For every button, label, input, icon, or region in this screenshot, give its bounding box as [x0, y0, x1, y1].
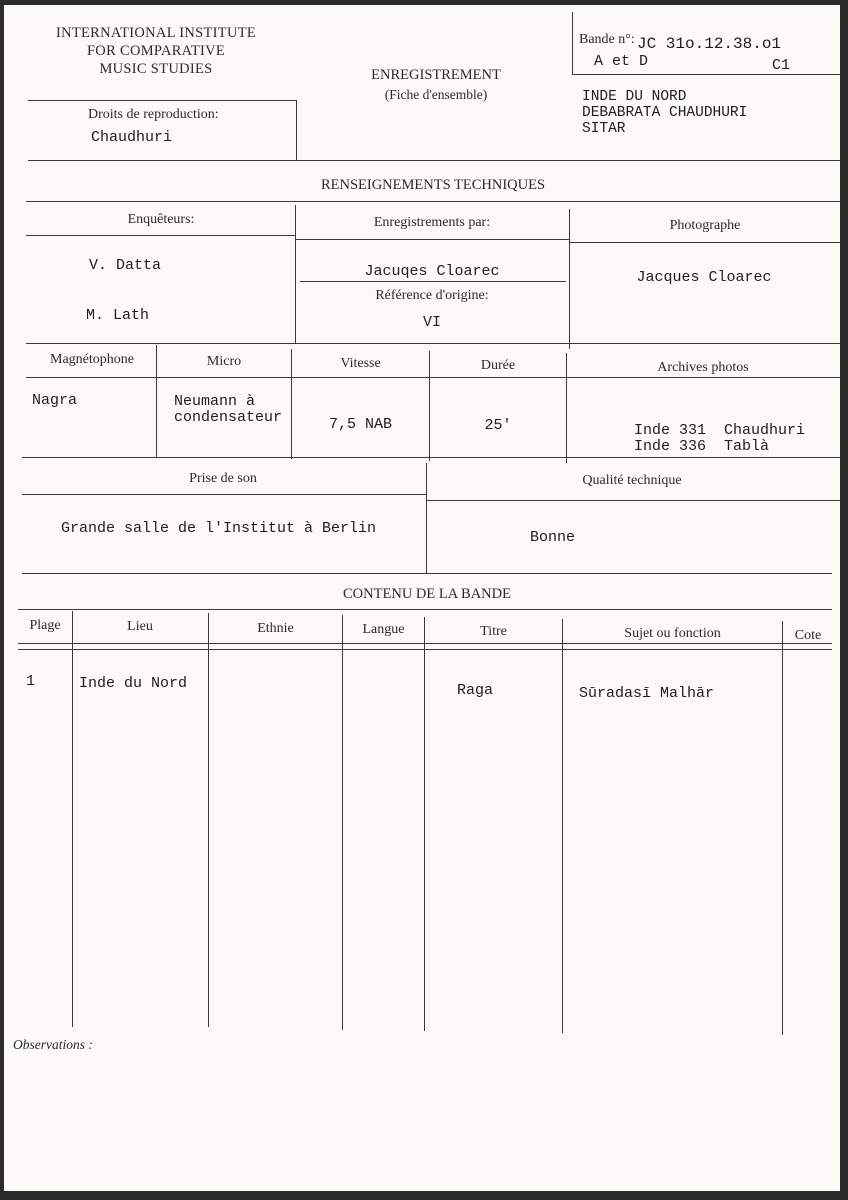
micro-value — [174, 394, 282, 426]
archive-name-1: Chaudhuri — [724, 422, 806, 439]
row-plage: 1 — [26, 673, 36, 690]
vitesse-value: 7,5 NAB — [328, 416, 392, 433]
archive-ref-2: Inde 336 — [634, 438, 707, 455]
qualite-value: Bonne — [530, 529, 576, 546]
magnetophone-value: Nagra — [32, 392, 78, 409]
reference-label: Référence d'origine: — [375, 288, 489, 303]
micro-value-line-1: Neumann à — [174, 393, 256, 410]
qualite-label: Qualité technique — [582, 473, 682, 488]
row-lieu: Inde du Nord — [79, 675, 188, 692]
institute-line-3: MUSIC STUDIES — [99, 61, 213, 77]
archives-label: Archives photos — [657, 360, 749, 375]
archive-ref-1: Inde 331 — [634, 422, 707, 439]
column-ethnie: Ethnie — [257, 621, 294, 636]
column-plage: Plage — [29, 618, 61, 633]
enqueteurs-label: Enquêteurs: — [127, 212, 195, 227]
duree-value: 25' — [484, 417, 512, 434]
subject-instrument: SITAR — [582, 121, 626, 137]
subject-region: INDE DU NORD — [582, 89, 687, 105]
archive-row-1 — [634, 423, 805, 439]
column-cote: Cote — [794, 628, 822, 643]
micro-value-line-2: condensateur — [174, 409, 283, 426]
column-lieu: Lieu — [127, 619, 153, 634]
prise-value: Grande salle de l'Institut à Berlin — [61, 520, 377, 537]
archive-name-2: Tablà — [724, 438, 770, 455]
contents-section-title: CONTENU DE LA BANDE — [343, 586, 511, 602]
enregistrements-value: Jacuqes Cloarec — [364, 263, 500, 280]
enqueteur-2: M. Lath — [86, 307, 150, 324]
institute-name — [28, 24, 284, 78]
bande-code: C1 — [772, 57, 791, 74]
bande-sides: A et D — [594, 53, 649, 70]
bande-number: JC 31o.12.38.o1 — [637, 35, 782, 53]
subject-block — [582, 89, 747, 137]
institute-line-2: FOR COMPARATIVE — [86, 43, 226, 59]
vitesse-label: Vitesse — [340, 356, 381, 371]
column-langue: Langue — [362, 622, 405, 637]
prise-label: Prise de son — [189, 471, 257, 486]
rights-label: Droits de reproduction: — [88, 107, 219, 122]
magnetophone-label: Magnétophone — [50, 352, 134, 367]
index-card — [4, 5, 840, 1191]
reference-value: VI — [422, 314, 441, 331]
form-subtitle: (Fiche d'ensemble) — [384, 87, 488, 102]
column-sujet: Sujet ou fonction — [624, 626, 721, 641]
technical-section-title: RENSEIGNEMENTS TECHNIQUES — [320, 177, 546, 193]
archive-row-2 — [634, 439, 769, 455]
subject-artist: DEBABRATA CHAUDHURI — [582, 105, 748, 121]
institute-line-1: INTERNATIONAL INSTITUTE — [55, 25, 257, 41]
rights-value: Chaudhuri — [91, 129, 173, 146]
form-title: ENREGISTREMENT — [371, 67, 501, 83]
micro-label: Micro — [206, 354, 242, 369]
photographe-label: Photographe — [669, 218, 741, 233]
column-titre: Titre — [480, 624, 507, 639]
bande-label: Bande n°: — [579, 32, 635, 47]
enregistrements-label: Enregistrements par: — [373, 215, 491, 230]
enqueteur-1: V. Datta — [89, 257, 162, 274]
photographe-value: Jacques Cloarec — [636, 269, 772, 286]
observations-label: Observations : — [13, 1037, 93, 1052]
duree-label: Durée — [480, 358, 516, 373]
row-sujet: Sūradasī Malhār — [579, 685, 715, 702]
row-titre: Raga — [457, 682, 494, 699]
